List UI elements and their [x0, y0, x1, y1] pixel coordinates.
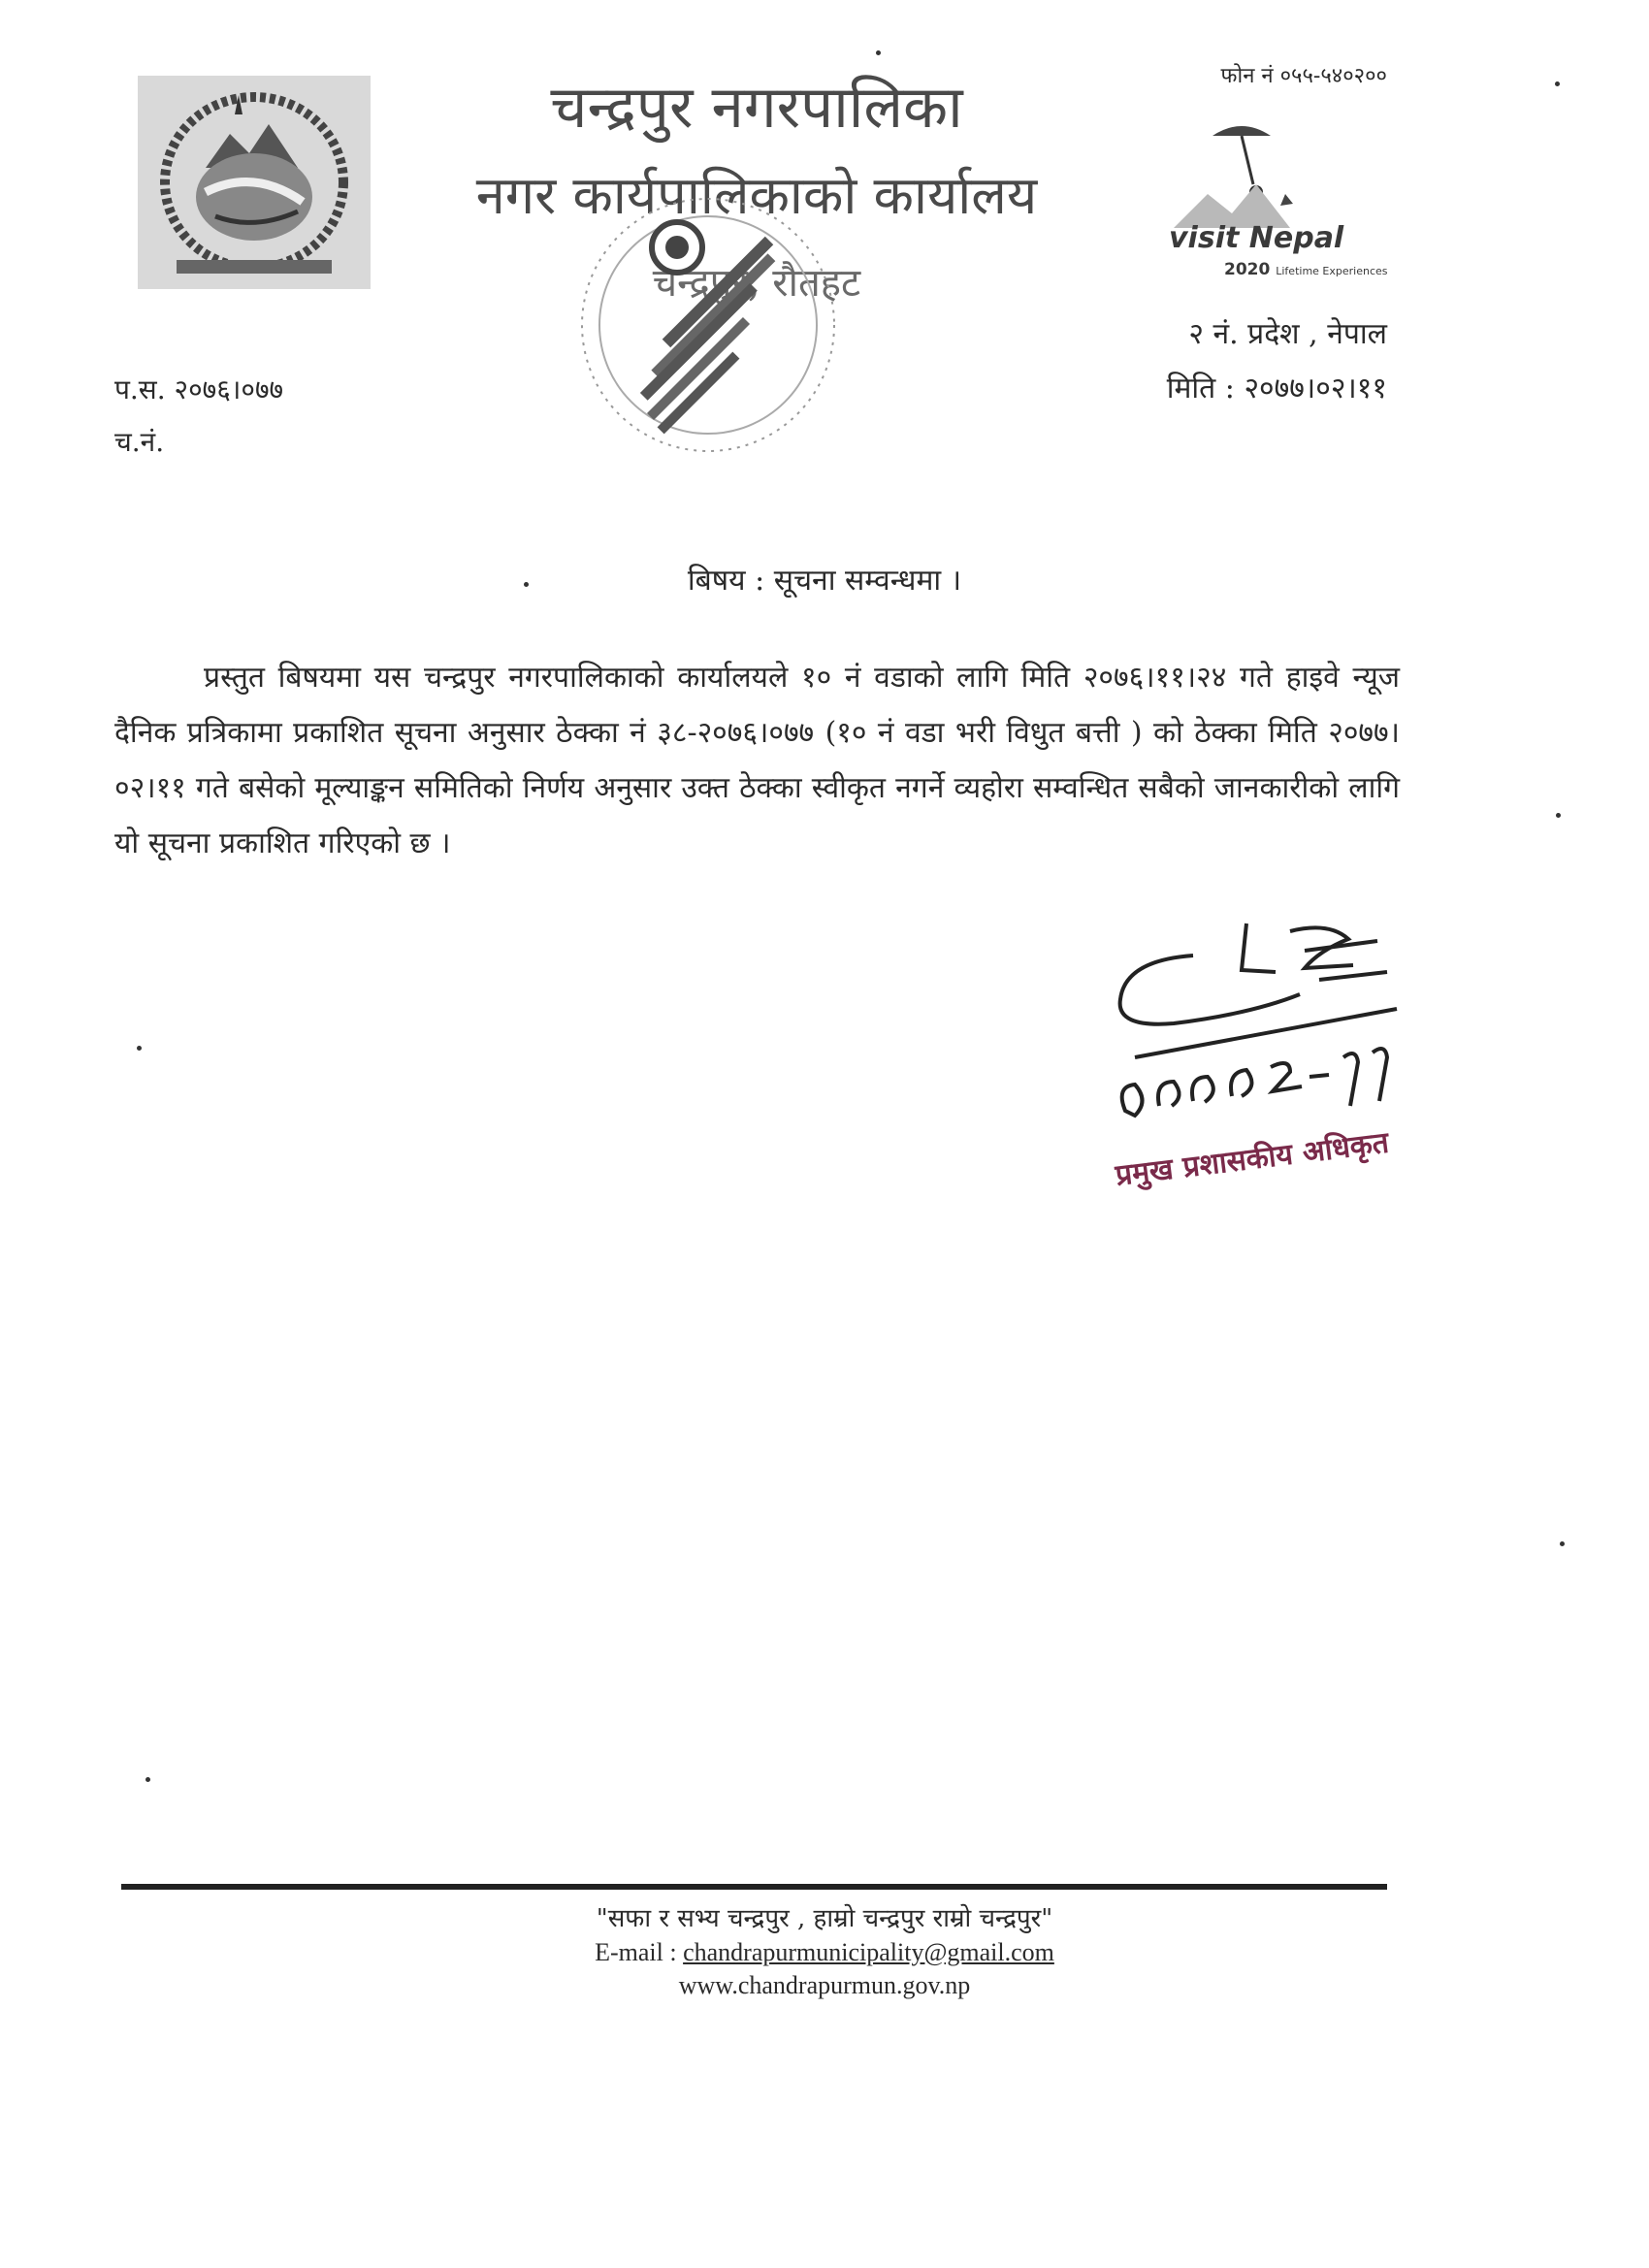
letter-date: मिति : २०७७।०२।११: [1166, 372, 1387, 405]
footer-website[interactable]: www.chandrapurmun.gov.np: [678, 1971, 971, 1999]
footer-divider: [121, 1884, 1387, 1890]
scan-speck: [1556, 813, 1561, 818]
email-link[interactable]: chandrapurmunicipality@gmail.com: [683, 1938, 1054, 1966]
letter-subject: बिषय : सूचना सम्वन्धमा ।: [687, 564, 962, 598]
office-stamp-seal: [563, 179, 854, 461]
email-label: E-mail :: [595, 1938, 677, 1966]
province-line: २ नं. प्रदेश , नेपाल: [1188, 317, 1387, 351]
reference-number: प.स. २०७६।०७७: [114, 373, 284, 405]
handwritten-signature: [1096, 912, 1416, 1145]
municipality-name: चन्द्रपुर नगरपालिका: [550, 74, 963, 142]
footer-slogan: "सफा र सभ्य चन्द्रपुर , हाम्रो चन्द्रपुर राम्रो चन्द्रपुर": [596, 1904, 1053, 1933]
scan-speck: [1555, 81, 1560, 86]
office-name: नगर कार्यपालिकाको कार्यालय: [475, 165, 1038, 226]
government-emblem-logo: [138, 76, 371, 289]
officer-title-stamp: प्रमुख प्रशासकीय अधिकृत: [1114, 1125, 1391, 1193]
visit-nepal-year: 2020 Lifetime Experiences: [1224, 260, 1388, 279]
office-place: चन्द्रपुर, रौतहट: [652, 261, 861, 306]
scan-speck: [524, 582, 529, 587]
scan-speck: [137, 1046, 142, 1051]
phone-number: फोन नं ०५५-५४०२००: [1220, 64, 1387, 88]
scan-speck: [1560, 1541, 1565, 1546]
scan-speck: [876, 50, 881, 55]
scan-speck: [146, 1777, 150, 1782]
visit-nepal-wordmark: visit Nepal: [1169, 221, 1344, 255]
footer-email: [0, 1938, 1649, 1967]
letter-body: प्रस्तुत बिषयमा यस चन्द्रपुर नगरपालिकाको कार्यालयले १० नं वडाको लागि मिति २०७६।११।२४ गते हाइवे न्यूज दैनिक प्रत्रिकामा प्रकाशित सूचना अनुसार ठेक्का नं ३८-२०७६।०७७ (१० नं वडा भरी विधुत बत्ती ) को ठेक्का मिति २०७७।०२।११ गते बसेको मूल्याङ्कन समितिको निर्णय अनुसार उक्त ठेक्का स्वीकृत नगर्ने व्यहोरा सम्वन्धित सबैको जानकारीको लागि यो सूचना प्रकाशित गरिएको छ ।: [114, 661, 1400, 860]
dispatch-number: च.नं.: [114, 426, 165, 458]
